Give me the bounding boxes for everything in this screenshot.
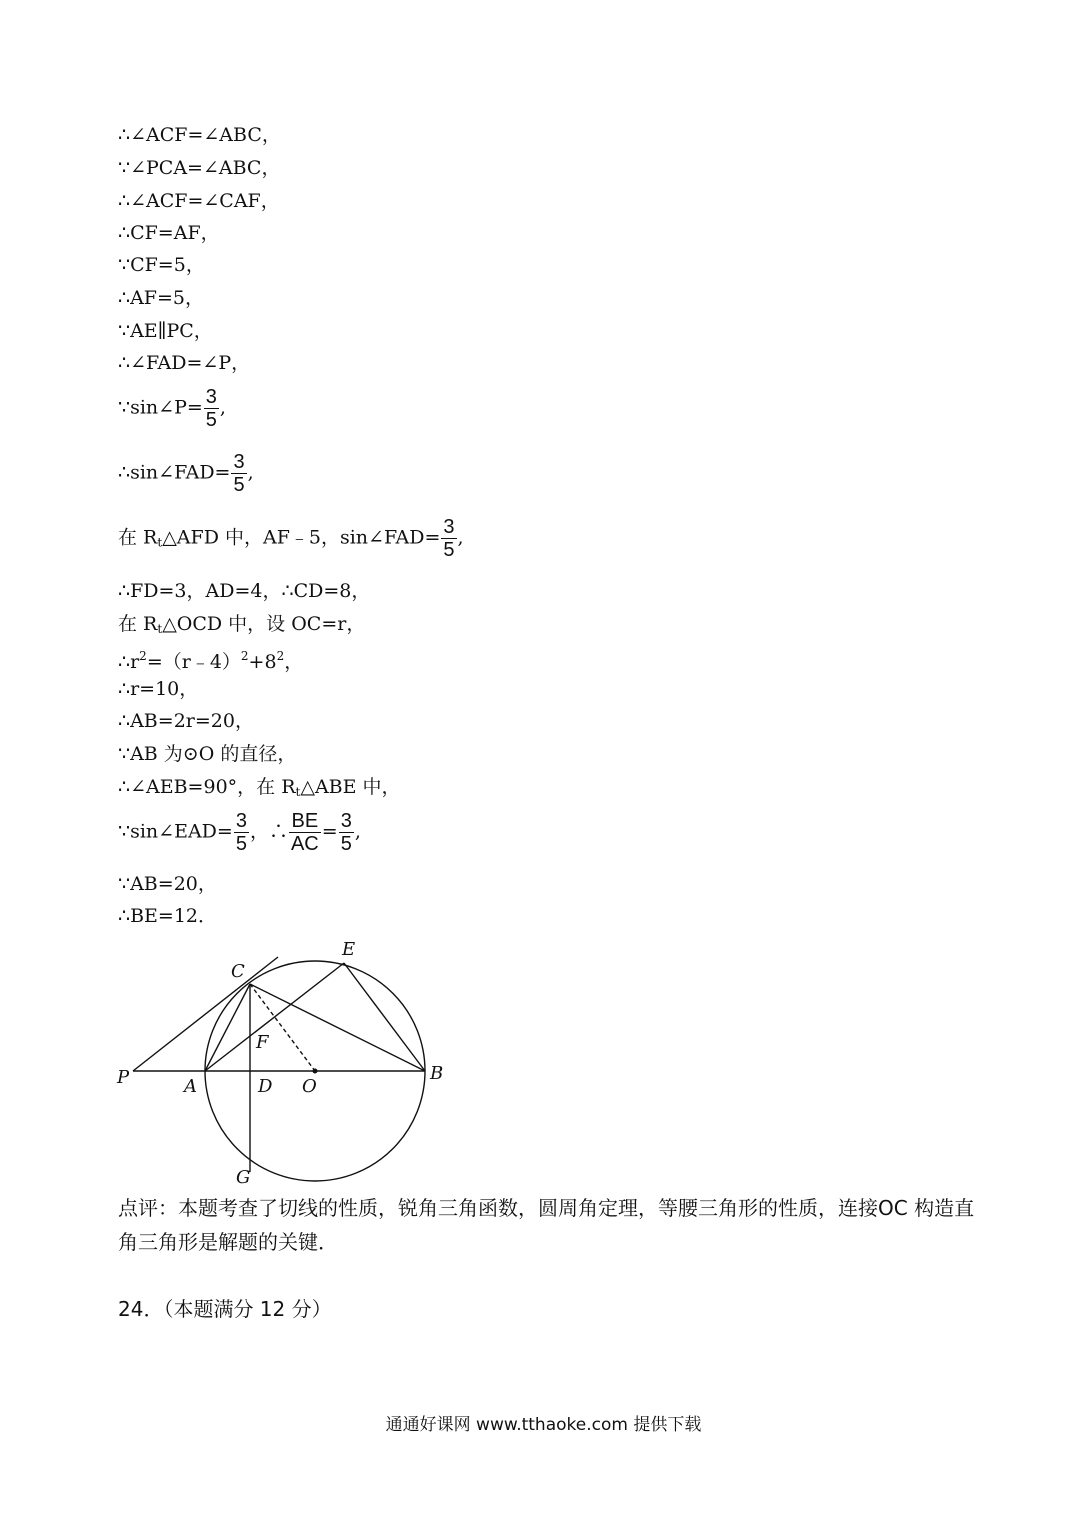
subscript: t [295,785,301,799]
numerator: 3 [443,516,455,538]
text: ， [284,651,304,673]
line-eb [344,963,425,1071]
line-ae [205,963,344,1071]
question-heading: 24．（本题满分 12 分） [118,1297,332,1321]
step-line-19 [118,810,361,855]
text: , [247,461,254,484]
text: 在 R [118,613,158,635]
label-p: P [117,1067,130,1088]
line-cb [250,984,425,1071]
text: ∴sin∠FAD= [118,461,231,484]
label-a: A [184,1076,197,1097]
tangent-line [133,957,278,1071]
denominator: 5 [235,833,247,855]
numerator: BE [289,810,321,833]
step-line-12: ∴FD=3，AD=4，∴CD=8， [118,580,371,602]
subscript: t [157,622,163,636]
label-c: C [231,961,245,982]
denominator: 5 [340,833,352,855]
text: =（r﹣4） [146,651,241,673]
step-line-21: ∴BE=12． [118,905,218,927]
subscript: t [157,535,163,550]
denominator: 5 [443,539,455,561]
denominator: AC [290,833,319,855]
step-line-11 [118,516,464,561]
step-line-14 [118,645,303,673]
step-line-8: ∴∠FAD=∠P， [118,352,251,374]
fraction [234,810,249,855]
center-point-o [313,1069,318,1074]
text: △AFD 中，AF﹣5，sin∠FAD= [162,526,441,549]
numerator: 3 [235,810,247,832]
text: +8 [248,651,277,673]
line-oc-dashed [250,984,315,1071]
text: ，∴ [249,820,288,843]
page-footer: 通通好课网 www.tthaoke.com 提供下载 [385,1415,702,1435]
step-line-15: ∴r=10， [118,678,199,700]
numerator: 3 [205,386,217,408]
label-d: D [258,1076,273,1097]
step-line-7: ∵AE∥PC， [118,320,213,342]
text: , [354,820,361,843]
text: ∵sin∠P= [118,396,203,419]
step-line-1: ∴∠ACF=∠ABC， [118,124,281,146]
step-line-18 [118,776,401,803]
text: , [219,396,226,419]
step-line-16: ∴AB=2r=20， [118,710,254,732]
text: ∴r [118,651,140,673]
label-o: O [302,1076,317,1097]
fraction [231,451,246,496]
step-line-17: ∵AB 为⊙O 的直径， [118,743,297,765]
geometry-figure [110,932,460,1190]
step-line-6: ∴AF=5， [118,287,205,309]
step-line-20: ∵AB=20， [118,873,217,895]
step-line-9 [118,386,226,431]
superscript: 2 [240,649,249,663]
text: 在 R [118,526,158,549]
text: ∴∠AEB=90°，在 R [118,776,296,798]
text: , [457,526,464,549]
text: = [321,820,338,843]
step-line-5: ∵CF=5， [118,254,205,276]
fraction [441,516,456,561]
label-g: G [236,1167,251,1188]
text: △OCD 中，设 OC=r， [162,613,366,635]
fraction [339,810,354,855]
step-line-13 [118,613,365,640]
numerator: 3 [340,810,352,832]
comment-note: 点评：本题考查了切线的性质，锐角三角函数，圆周角定理，等腰三角形的性质，连接OC 构造直角三角形是解题的关键． [118,1196,975,1254]
label-f: F [256,1032,269,1053]
step-line-10 [118,451,254,496]
text: △ABE 中， [300,776,401,798]
numerator: 3 [233,451,245,473]
text: ∵sin∠EAD= [118,820,233,843]
superscript: 2 [139,649,147,663]
superscript: 2 [276,649,285,663]
label-b: B [430,1063,444,1084]
denominator: 5 [205,409,217,431]
fraction [204,386,219,431]
fraction [289,810,321,855]
step-line-2: ∵∠PCA=∠ABC， [118,157,281,179]
step-line-3: ∴∠ACF=∠CAF， [118,190,280,212]
step-line-4: ∴CF=AF， [118,222,220,244]
denominator: 5 [233,474,245,496]
label-e: E [342,939,356,960]
